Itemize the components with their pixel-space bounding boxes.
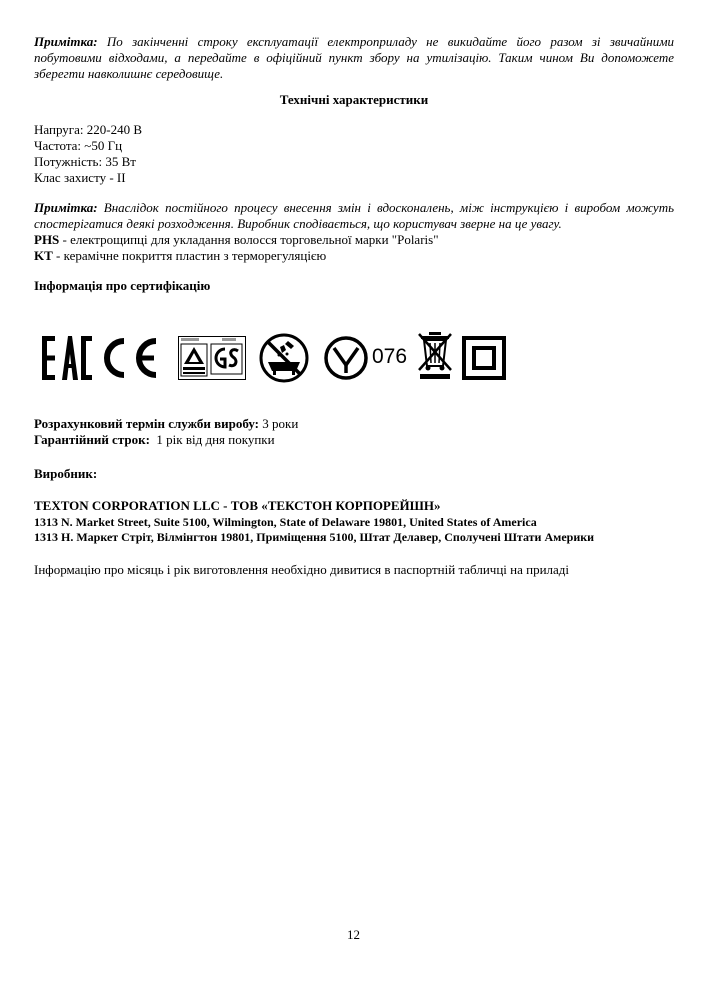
eac-mark-icon — [42, 336, 92, 380]
company-name: TEXTON CORPORATION LLC - ТОВ «ТЕКСТОН КОРПОРЕЙШН» — [34, 498, 441, 513]
spec-voltage: Напруга: 220-240 В — [34, 122, 142, 137]
page-body — [34, 34, 674, 294]
service-info — [34, 416, 674, 448]
specs-title: Технічні характеристики — [279, 92, 429, 107]
gs-mark-icon — [178, 336, 246, 380]
no-bathtub-icon — [258, 332, 310, 384]
ua-code: 076 — [372, 345, 408, 368]
class-ii-icon — [462, 336, 506, 380]
ukraine-conformity-icon — [322, 334, 370, 382]
disposal-note — [34, 34, 674, 82]
company-address-ua: 1313 Н. Маркет Стріт, Вілмінгтон 19801, Приміщення 5100, Штат Делавер, Сполучені Штати Америки — [34, 530, 595, 544]
note-text: По закінченні строку експлуатації електроприладу не викидайте його разом зі звичайними побутовими відходами, а передайте в офіційний пункт збору на утилізацію. Таким чином Ви допоможете зберегти навколишнє середовище. — [34, 34, 674, 81]
model-kt — [34, 248, 674, 264]
weee-bin-icon — [414, 330, 456, 380]
spec-protection-class: Клас захисту - ІІ — [34, 170, 126, 185]
specs-list — [34, 122, 674, 186]
note-label: Примітка: — [34, 34, 98, 49]
warranty — [34, 432, 674, 448]
model-desc: - керамічне покриття пластин з терморегуляцією — [52, 248, 327, 263]
model-code: PHS — [34, 232, 60, 247]
model-desc: - електрощипці для укладання волосся торговельної марки "Polaris" — [59, 232, 439, 247]
service-life-label: Розрахунковий термін служби виробу: — [34, 416, 259, 431]
spec-power: Потужність: 35 Вт — [34, 154, 136, 169]
company-address-en: 1313 N. Market Street, Suite 5100, Wilmington, State of Delaware 19801, United States of America — [34, 515, 537, 529]
model-code: KT — [34, 248, 53, 263]
note-label: Примітка: — [34, 200, 98, 215]
cert-title: Інформація про сертифікацію — [34, 278, 211, 293]
cert-marks-row — [42, 330, 642, 386]
spec-frequency: Частота: ~50 Гц — [34, 138, 123, 153]
note-text: Внаслідок постійного процесу внесення змін і вдосконалень, між інструкцією і виробом можуть спостерігатися деякі розходження. Виробник сподівається, що користувач зверне на це увагу. — [34, 200, 674, 231]
changes-note — [34, 200, 674, 232]
service-life-value: 3 роки — [259, 416, 299, 431]
manufacture-date-note: Інформацію про місяць і рік виготовлення необхідно дивитися в паспортній табличці на приладі — [34, 562, 570, 577]
model-phs — [34, 232, 674, 248]
company-block — [34, 498, 674, 545]
warranty-value: 1 рік від дня покупки — [149, 432, 275, 447]
manufacturer-label: Виробник: — [34, 466, 98, 481]
warranty-label: Гарантійний строк: — [34, 432, 150, 447]
ce-mark-icon — [100, 336, 160, 380]
service-life — [34, 416, 674, 432]
page-number: 12 — [347, 927, 360, 942]
